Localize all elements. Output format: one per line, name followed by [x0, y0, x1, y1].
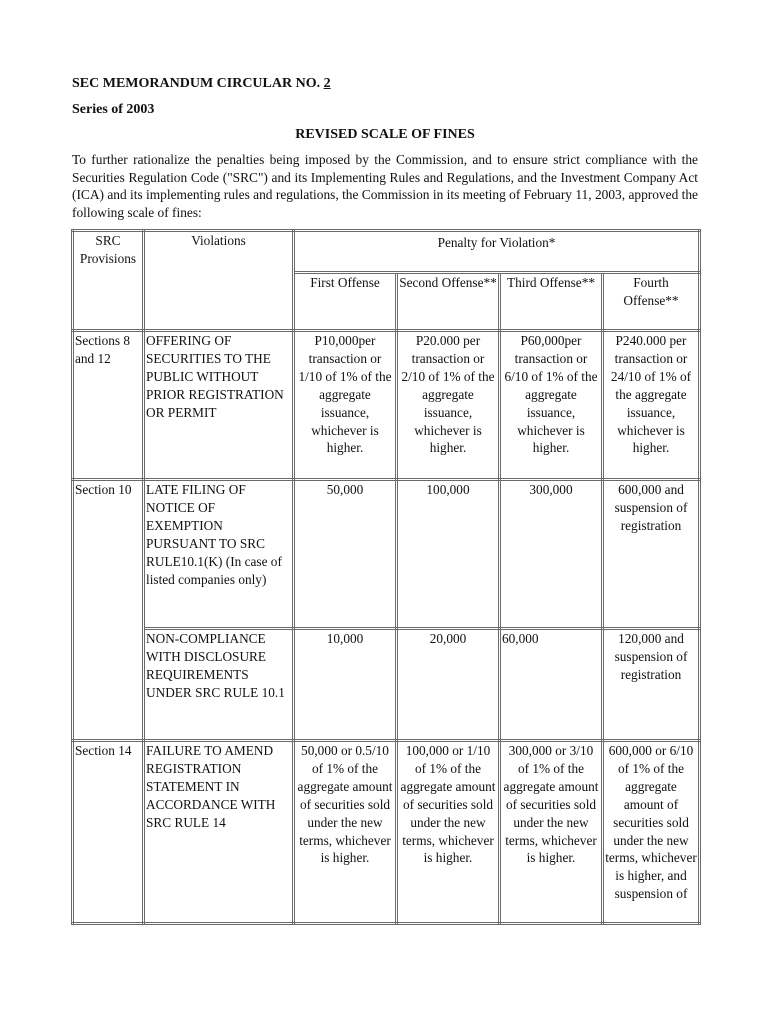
row-provision: Sections 8 and 12 [73, 331, 144, 480]
row-fourth-offense: 600,000 and suspension of registration [603, 480, 700, 629]
row-third-offense: 300,000 [500, 480, 603, 629]
intro-paragraph: To further rationalize the penalties being imposed by the Commission, and to ensure strict compliance with the Securities Regulation Code ("SRC") and its Implementing Rules and Regulations, and the Investment Company Act (ICA) and its implementing rules and regulations, the Commission in its meeting of February 11, 2003, approved the following scale of fines: [72, 152, 698, 220]
row-first-offense: 50,000 [294, 480, 397, 629]
header-provisions: SRC Provisions [73, 231, 144, 331]
header-first-offense: First Offense [294, 273, 397, 331]
row-first-offense: 10,000 [294, 629, 397, 741]
header-row [73, 231, 700, 273]
row-second-offense: P20.000 per transaction or 2/10 of 1% of the aggregate issuance, whichever is higher. [397, 331, 500, 480]
circular-number: 2 [323, 76, 331, 91]
row-first-offense: P10,000per transaction or 1/10 of 1% of the aggregate issuance, whichever is higher. [294, 331, 397, 480]
header-fourth-offense: Fourth Offense** [603, 273, 700, 331]
row-third-offense: 60,000 [500, 629, 603, 741]
circular-heading [72, 74, 331, 94]
row-provision: Section 14 [73, 741, 144, 924]
row-violation: OFFERING OF SECURITIES TO THE PUBLIC WITHOUT PRIOR REGISTRATION OR PERMIT [144, 331, 294, 480]
row-second-offense: 100,000 [397, 480, 500, 629]
series-line: Series of 2003 [72, 102, 155, 117]
header-violations: Violations [144, 231, 294, 331]
table-row [73, 480, 700, 629]
row-first-offense: 50,000 or 0.5/10 of 1% of the aggregate amount of securities sold under the new terms, whichever is higher. [294, 741, 397, 924]
table-row [73, 741, 700, 924]
row-violation: FAILURE TO AMEND REGISTRATION STATEMENT IN ACCORDANCE WITH SRC RULE 14 [144, 741, 294, 924]
row-second-offense: 100,000 or 1/10 of 1% of the aggregate amount of securities sold under the new terms, whichever is higher. [397, 741, 500, 924]
row-fourth-offense: P240.000 per transaction or 24/10 of 1% of the aggregate issuance, whichever is higher. [603, 331, 700, 480]
row-provision: Section 10 [73, 480, 144, 741]
row-fourth-offense: 600,000 or 6/10 of 1% of the aggregate amount of securities sold under the new terms, whichever is higher, and suspension of [603, 741, 700, 924]
table-row [73, 331, 700, 480]
circular-prefix: SEC MEMORANDUM CIRCULAR NO. [72, 76, 324, 91]
header-third-offense: Third Offense** [500, 273, 603, 331]
header-second-offense: Second Offense** [397, 273, 500, 331]
row-third-offense: 300,000 or 3/10 of 1% of the aggregate amount of securities sold under the new terms, whichever is higher. [500, 741, 603, 924]
row-fourth-offense: 120,000 and suspension of registration [603, 629, 700, 741]
header-penalty-group: Penalty for Violation* [294, 231, 700, 273]
fines-table [71, 229, 701, 925]
document-title: REVISED SCALE OF FINES [295, 127, 475, 142]
table-row [73, 629, 700, 741]
row-violation: NON-COMPLIANCE WITH DISCLOSURE REQUIREMENTS UNDER SRC RULE 10.1 [144, 629, 294, 741]
row-violation: LATE FILING OF NOTICE OF EXEMPTION PURSUANT TO SRC RULE10.1(K) (In case of listed companies only) [144, 480, 294, 629]
row-second-offense: 20,000 [397, 629, 500, 741]
row-third-offense: P60,000per transaction or 6/10 of 1% of the aggregate issuance, whichever is higher. [500, 331, 603, 480]
